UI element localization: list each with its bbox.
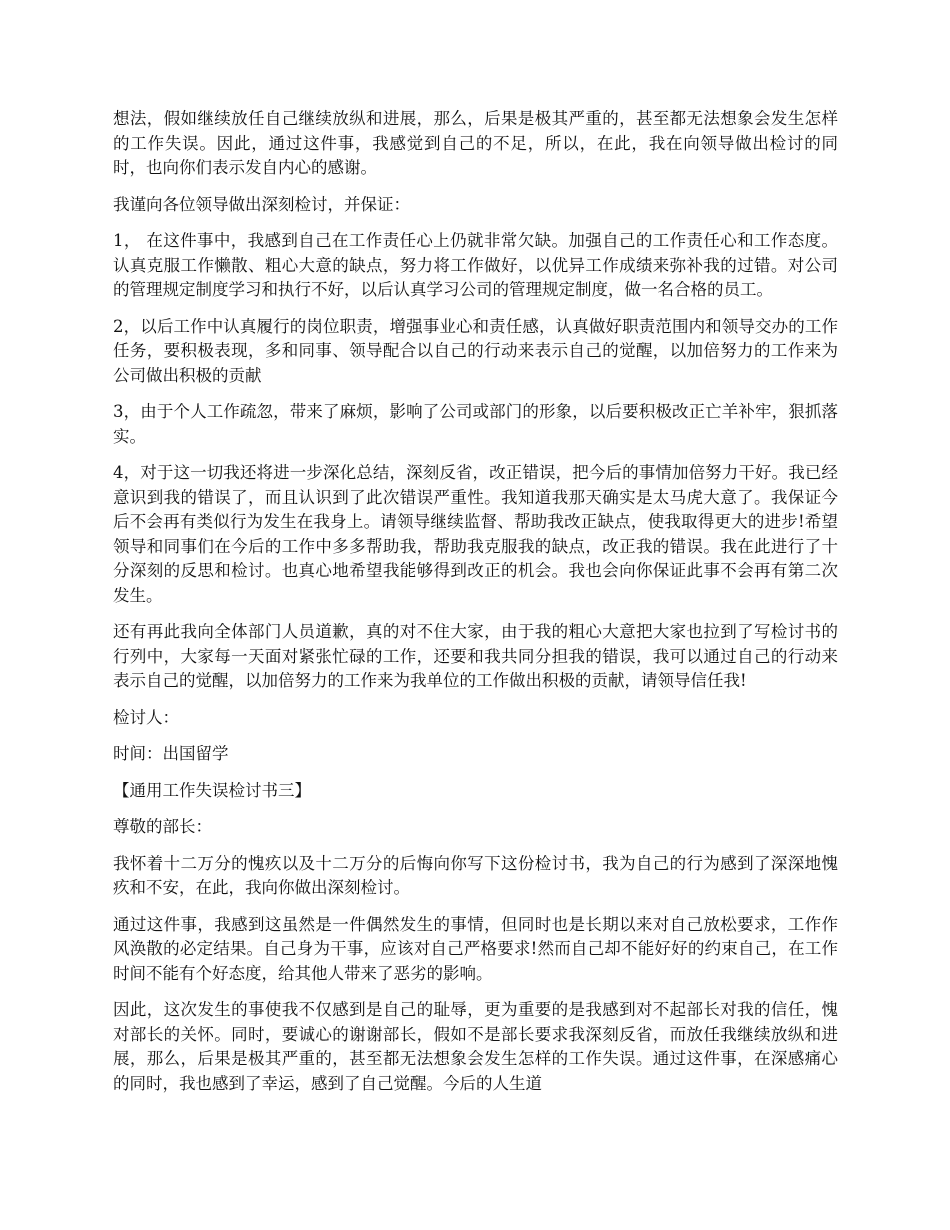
paragraph-opening: 我怀着十二万分的愧疚以及十二万分的后悔向你写下这份检讨书，我为自己的行为感到了深深地愧疚和不安，在此，我向你做出深刻检讨。 <box>113 853 838 897</box>
paragraph-pledge-heading: 我谨向各位领导做出深刻检讨，并保证： <box>113 194 410 214</box>
date-line: 时间：出国留学 <box>113 744 229 763</box>
section-title: 【通用工作失误检讨书三】 <box>113 780 311 800</box>
paragraph-intro-continuation: 想法，假如继续放任自己继续放纵和进展，那么，后果是极其严重的，甚至都无法想象会发生怎样的工作失误。因此，通过这件事，我感觉到自己的不足，所以，在此，我在向领导做出检讨的同时，也向你们表示发自内心的感谢。 <box>113 109 838 177</box>
salutation: 尊敬的部长： <box>113 817 212 836</box>
paragraph-pledge-3: 3，由于个人工作疏忽，带来了麻烦，影响了公司或部门的形象，以后要积极改正亡羊补牢，狠抓落实。 <box>113 402 838 446</box>
paragraph-pledge-1: 1， 在这件事中，我感到自己在工作责任心上仍就非常欠缺。加强自己的工作责任心和工作态度。认真克服工作懒散、粗心大意的缺点，努力将工作做好，以优异工作成绩来弥补我的过错。对公司的管理规定制度学习和执行不好，以后认真学习公司的管理规定制度，做一名合格的员工。 <box>113 231 838 299</box>
paragraph-pledge-4: 4，对于这一切我还将进一步深化总结，深刻反省，改正错误，把今后的事情加倍努力干好。我已经意识到我的错误了，而且认识到了此次错误严重性。我知道我那天确实是太马虎大意了。我保证今后不会再有类似行为发生在我身上。请领导继续监督、帮助我改正缺点，使我取得更大的进步!希望领导和同事们在今后的工作中多多帮助我，帮助我克服我的缺点，改正我的错误。我在此进行了十分深刻的反思和检讨。也真心地希望我能够得到改正的机会。我也会向你保证此事不会再有第二次发生。 <box>113 463 838 605</box>
signature-line: 检讨人： <box>113 707 179 727</box>
paragraph-reflection: 通过这件事，我感到这虽然是一件偶然发生的事情，但同时也是长期以来对自己放松要求，工作作风涣散的必定结果。自己身为干事，应该对自己严格要求!然而自己却不能好好的约束自己，在工作时间不能有个好态度，给其他人带来了恶劣的影响。 <box>113 914 838 983</box>
paragraph-apology: 还有再此我向全体部门人员道歉，真的对不住大家，由于我的粗心大意把大家也拉到了写检讨书的行列中，大家每一天面对紧张忙碌的工作，还要和我共同分担我的错误，我可以通过自己的行动来表示自己的觉醒，以加倍努力的工作来为我单位的工作做出积极的贡献，请领导信任我! <box>113 622 838 690</box>
paragraph-pledge-2: 2，以后工作中认真履行的岗位职责，增强事业心和责任感，认真做好职责范围内和领导交办的工作任务，要积极表现，多和同事、领导配合以自己的行动来表示自己的觉醒，以加倍努力的工作来为公司做出积极的贡献 <box>113 316 838 385</box>
paragraph-consequence: 因此，这次发生的事使我不仅感到是自己的耻辱，更为重要的是我感到对不起部长对我的信任，愧对部长的关怀。同时，要诚心的谢谢部长，假如不是部长要求我深刻反省，而放任我继续放纵和进展，那么，后果是极其严重的，甚至都无法想象会发生怎样的工作失误。通过这件事，在深感痛心的同时，我也感到了幸运，感到了自己觉醒。今后的人生道 <box>113 1000 838 1093</box>
